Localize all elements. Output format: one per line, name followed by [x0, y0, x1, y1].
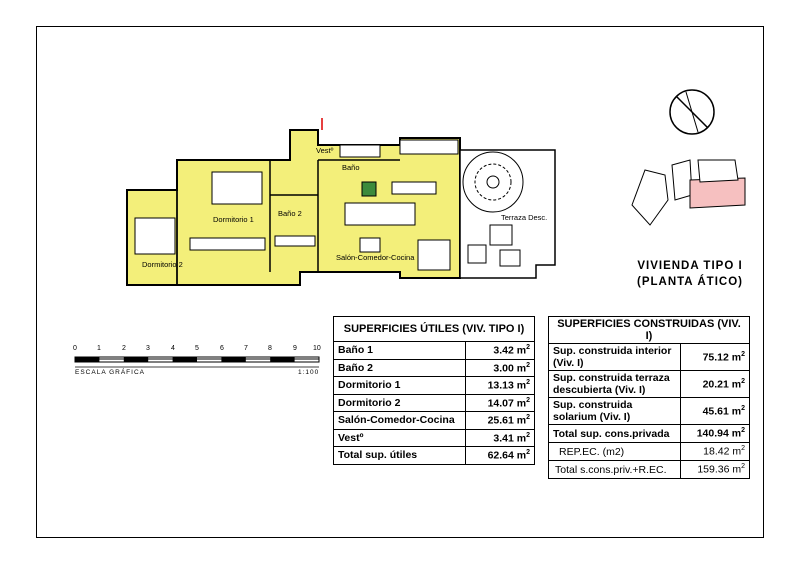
- scale-tick: 7: [244, 345, 248, 352]
- table-cell: Dormitorio 1: [334, 377, 466, 395]
- table-cell: 3.00 $m^2$: [466, 359, 535, 377]
- room-label-dormitorio2: Dormitorio 2: [142, 260, 183, 269]
- table-cell: Baño 1: [334, 342, 466, 360]
- table-header: SUPERFICIES CONSTRUIDAS (VIV. I): [549, 317, 750, 344]
- plan-title-line1: VIVIENDA TIPO I: [637, 260, 743, 272]
- room-label-terraza: Terraza Desc.: [501, 213, 548, 222]
- table-cell: Sup. construida interior (Viv. I): [549, 344, 681, 371]
- table-cell: 159.36 $m^2$: [681, 461, 750, 479]
- scale-label: ESCALA GRÁFICA: [75, 369, 145, 376]
- scale-tick: 10: [313, 345, 321, 352]
- table-cell: Sup. construida solarium (Viv. I): [549, 398, 681, 425]
- room-label-bano2: Baño 2: [278, 209, 302, 218]
- table-cell: 3.42 $m^2$: [466, 342, 535, 360]
- plan-title-line2: (PLANTA ÁTICO): [637, 276, 743, 288]
- scale-tick: 8: [268, 345, 272, 352]
- scale-tick: 0: [73, 345, 77, 352]
- scale-tick: 2: [122, 345, 126, 352]
- table-cell: 18.42 $m^2$: [681, 443, 750, 461]
- scale-ratio: 1:100: [298, 369, 320, 376]
- scale-tick: 3: [146, 345, 150, 352]
- table-cell: Sup. construida terraza descubierta (Viv. I): [549, 371, 681, 398]
- table-cell: REP.EC. (m2): [549, 443, 681, 461]
- superficies-construidas-table: [548, 316, 750, 479]
- table-cell: Total sup. útiles: [334, 447, 466, 465]
- room-label-dormitorio1: Dormitorio 1: [213, 215, 254, 224]
- table-cell: 140.94 $m^2$: [681, 425, 750, 443]
- table-cell: Vestº: [334, 429, 466, 447]
- room-label-bano: Baño: [342, 163, 360, 172]
- kitchen-island: [345, 203, 415, 225]
- scale-tick: 1: [97, 345, 101, 352]
- table-cell: Total s.cons.priv.+R.EC.: [549, 461, 681, 479]
- north-compass: [670, 90, 714, 134]
- plan-title: [620, 258, 760, 290]
- table-cell: Total sup. cons.privada: [549, 425, 681, 443]
- table-cell: Baño 2: [334, 359, 466, 377]
- scale-tick: 4: [171, 345, 175, 352]
- table-cell: 75.12 $m^2$: [681, 344, 750, 371]
- table-cell: 20.21 $m^2$: [681, 371, 750, 398]
- table-cell: 62.64 $m^2$: [466, 447, 535, 465]
- room-label-vest: Vestº: [316, 146, 334, 155]
- table-cell: Salón-Comedor-Cocina: [334, 412, 466, 430]
- scale-tick: 5: [195, 345, 199, 352]
- table-cell: 25.61 $m^2$: [466, 412, 535, 430]
- room-label-salon: Salón-Comedor-Cocina: [336, 253, 415, 262]
- table-cell: 14.07 $m^2$: [466, 394, 535, 412]
- table-cell: 3.41 $m^2$: [466, 429, 535, 447]
- table-cell: 13.13 $m^2$: [466, 377, 535, 395]
- table-cell: 45.61 $m^2$: [681, 398, 750, 425]
- scale-tick: 6: [220, 345, 224, 352]
- superficies-utiles-table: [333, 316, 535, 465]
- scale-tick: 9: [293, 345, 297, 352]
- scale-bar: [75, 357, 319, 367]
- spiral-stair: [463, 152, 523, 212]
- key-plan: [632, 160, 745, 225]
- bed-1: [212, 172, 262, 204]
- table-header: SUPERFICIES ÚTILES (VIV. TIPO I): [334, 317, 535, 342]
- bed-2: [135, 218, 175, 254]
- table-cell: Dormitorio 2: [334, 394, 466, 412]
